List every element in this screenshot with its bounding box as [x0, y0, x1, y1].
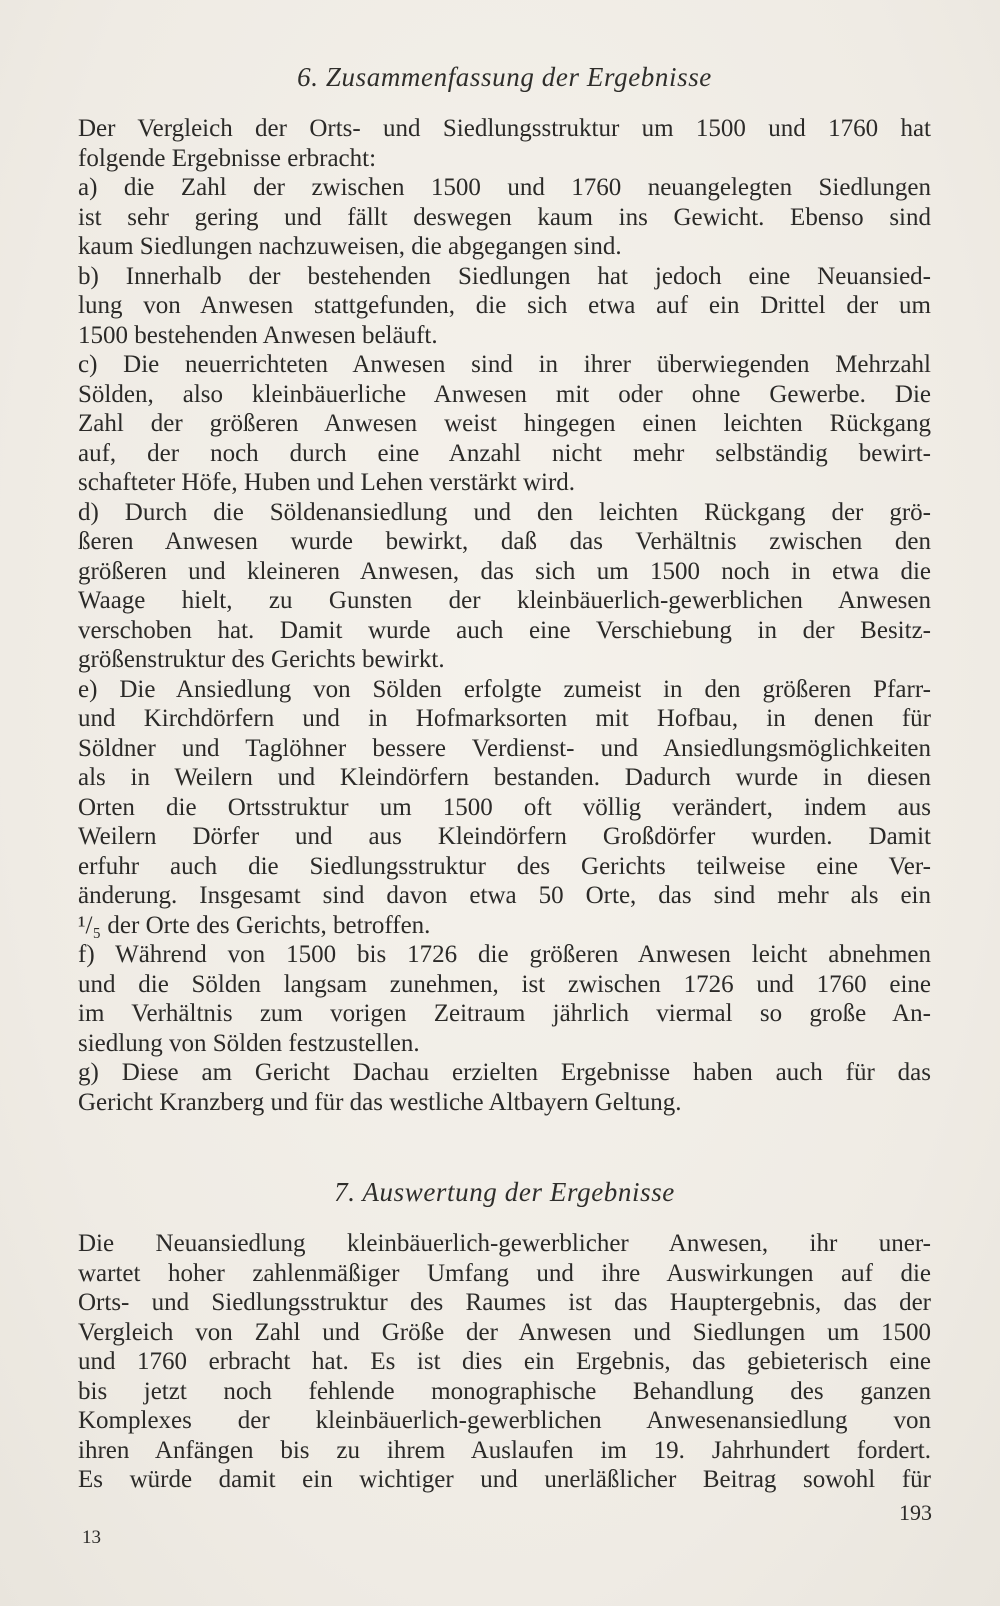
text-line: Die Neuansiedlung kleinbäuerlich-gewerblicher Anwesen, ihr uner-: [78, 1230, 931, 1257]
text-line: ¹/₅ der Orte des Gerichts, betroffen.: [78, 911, 431, 939]
text-line: kaum Siedlungen nachzuweisen, die abgegangen sind.: [78, 233, 622, 260]
text-line: 1500 bestehenden Anwesen beläuft.: [78, 321, 438, 349]
text-line: als in Weilern und Kleindörfern bestanden. Dadurch wurde in diesen: [78, 764, 931, 791]
text-line: auf, der noch durch eine Anzahl nicht mehr selbständig bewirt-: [78, 439, 931, 467]
text-line: Weilern Dörfer und aus Kleindörfern Großdörfer wurden. Damit: [78, 823, 931, 850]
signature-mark: 13: [82, 1527, 101, 1548]
text-line: wartet hoher zahlenmäßiger Umfang und ihre Auswirkungen auf die: [78, 1259, 931, 1287]
page-number: 193: [899, 1500, 932, 1525]
text-line: Der Vergleich der Orts- und Siedlungsstruktur um 1500 und 1760 hat: [78, 115, 931, 142]
text-line: und die Sölden langsam zunehmen, ist zwischen 1726 und 1760 eine: [78, 970, 931, 998]
text-line: verschoben hat. Damit wurde auch eine Verschiebung in der Besitz-: [78, 616, 931, 644]
text-line: Es würde damit ein wichtiger und unerläßlicher Beitrag sowohl für: [78, 1466, 931, 1493]
text-line: Zahl der größeren Anwesen weist hingegen einen leichten Rückgang: [78, 410, 931, 437]
section-6-heading: 6. Zusammenfassung der Ergebnisse: [297, 62, 712, 92]
text-line: Orten die Ortsstruktur um 1500 oft völlig verändert, indem aus: [78, 793, 931, 821]
text-line: Söldner und Taglöhner bessere Verdienst- und Ansiedlungsmöglichkeiten: [78, 734, 931, 762]
text-line: ßeren Anwesen wurde bewirkt, daß das Verhältnis zwischen den: [78, 528, 931, 555]
text-line: lung von Anwesen stattgefunden, die sich etwa auf ein Drittel der um: [78, 292, 931, 319]
text-line: b) Innerhalb der bestehenden Siedlungen hat jedoch eine Neuansied-: [78, 262, 931, 290]
text-line: Sölden, also kleinbäuerliche Anwesen mit oder ohne Gewerbe. Die: [78, 380, 931, 408]
text-line: und Kirchdörfern und in Hofmarksorten mit Hofbau, in denen für: [78, 705, 931, 732]
text-line: ihren Anfängen bis zu ihrem Auslaufen im 19. Jahrhundert fordert.: [78, 1436, 931, 1464]
text-line: f) Während von 1500 bis 1726 die größeren Anwesen leicht abnehmen: [78, 941, 931, 968]
text-line: Gericht Kranzberg und für das westliche Altbayern Geltung.: [78, 1088, 682, 1116]
text-line: bis jetzt noch fehlende monographische Behandlung des ganzen: [78, 1377, 931, 1405]
text-line: Vergleich von Zahl und Größe der Anwesen und Siedlungen um 1500: [78, 1318, 931, 1346]
section-7-heading: 7. Auswertung der Ergebnisse: [334, 1177, 675, 1207]
text-line: siedlung von Sölden festzustellen.: [78, 1029, 420, 1057]
text-line: erfuhr auch die Siedlungsstruktur des Gerichts teilweise eine Ver-: [78, 852, 931, 880]
text-line: Waage hielt, zu Gunsten der kleinbäuerlich-gewerblichen Anwesen: [78, 587, 931, 614]
text-line: Orts- und Siedlungsstruktur des Raumes ist das Hauptergebnis, das der: [78, 1289, 931, 1316]
section-7-body: [78, 1229, 931, 1495]
text-line: und 1760 erbracht hat. Es ist dies ein Ergebnis, das gebieterisch eine: [78, 1348, 931, 1375]
text-line: schafteter Höfe, Huben und Lehen verstärkt wird.: [78, 469, 576, 496]
text-line: im Verhältnis zum vorigen Zeitraum jährlich viermal so große An-: [78, 1000, 931, 1027]
text-line: d) Durch die Söldenansiedlung und den leichten Rückgang der grö-: [78, 498, 931, 526]
text-line: ist sehr gering und fällt deswegen kaum ins Gewicht. Ebenso sind: [78, 203, 931, 231]
text-line: g) Diese am Gericht Dachau erzielten Ergebnisse haben auch für das: [78, 1059, 931, 1086]
section-6-body: [78, 114, 931, 1117]
text-line: c) Die neuerrichteten Anwesen sind in ihrer überwiegenden Mehrzahl: [78, 351, 931, 378]
text-line: größeren und kleineren Anwesen, das sich um 1500 noch in etwa die: [78, 557, 931, 585]
text-line: änderung. Insgesamt sind davon etwa 50 Orte, das sind mehr als ein: [78, 882, 931, 909]
text-line: Komplexes der kleinbäuerlich-gewerblichen Anwesenansiedlung von: [78, 1407, 931, 1434]
text-line: a) die Zahl der zwischen 1500 und 1760 neuangelegten Siedlungen: [78, 174, 931, 201]
text-line: e) Die Ansiedlung von Sölden erfolgte zumeist in den größeren Pfarr-: [78, 675, 931, 703]
text-line: folgende Ergebnisse erbracht:: [78, 144, 377, 172]
text-line: größenstruktur des Gerichts bewirkt.: [78, 646, 445, 673]
